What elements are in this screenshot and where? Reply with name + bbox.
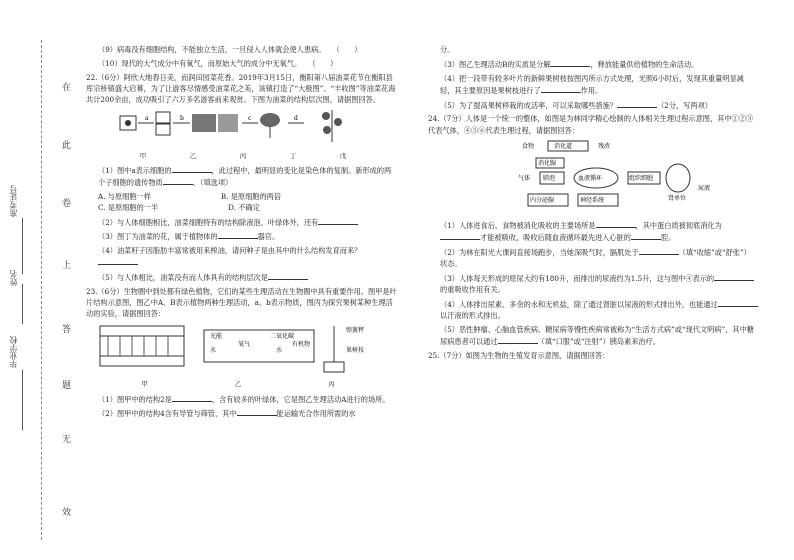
arrow-letter: c: [248, 114, 252, 122]
arrow-letter: a: [145, 114, 149, 122]
diagram-text: 有机物: [292, 341, 311, 349]
seal-char: 题: [62, 381, 72, 391]
answer-blank[interactable]: [440, 231, 480, 240]
exam-number-label: 准考证号: [9, 185, 18, 217]
question-part: （1）图中a表示细胞的 ，此过程中，最明显的变化是染色体的复制。新形成的两个子细胞的遗传物质 。（填选项）: [98, 166, 392, 188]
question-text: （9）病毒没有细胞结构，不能独立生活，一旦侵入人体就会使人患病。 （ ）: [98, 45, 362, 54]
question-part: （3）图丁为油菜的花，属于植物体的 器官。: [98, 232, 280, 242]
seal-char: 效: [62, 508, 72, 518]
diagram-text: 肾单位: [668, 195, 687, 203]
figure-label: 戊: [339, 152, 347, 160]
school-field[interactable]: [22, 370, 23, 430]
leaf-process-svg: [98, 322, 388, 376]
question-part: （3）图乙生理活动B的实质是分解 ，释放能量供给植物的生命活动。: [440, 59, 699, 69]
arrow-letter: b: [180, 114, 184, 122]
seal-char: 卷: [62, 199, 72, 209]
diagram-text: 氧气: [238, 341, 251, 349]
question-text: 22.（6分）阿欣大地春日美，而润田园菜花香。2019年3月15日，衡阳第八届油菜花节在衡阳县库宗桥镇盛大启幕，为了让游客尽情感受油菜花之美，该镇打造了“大极图”、“丰收图”等油菜花海共计200余亩，成功吸引了六万多名游客前来观赏。下图为油菜的结构层次图，请据图回答。: [86, 72, 396, 104]
options-row: [86, 202, 398, 213]
answer-blank[interactable]: [237, 407, 277, 416]
question-part: （4）人体排出尿素、多余的水和无机盐，除了通过肾脏以尿液的形式排出外，也能通过以汗液的形式排出。: [428, 298, 758, 321]
diagram-text: 残渣: [598, 143, 611, 151]
answer-blank[interactable]: [498, 335, 538, 344]
question-part: 分。: [440, 45, 455, 54]
question-text: 23.（6分）生物圈中到处都有绿色植物，它们的某些生理活动在生物圈中具有重要作用。图甲是叶片结构示意图，图乙中A、B表示植物两种生理活动，a、b表示物质，图丙为探究果树某种生理活动的实验，请据图回答：: [86, 287, 397, 319]
figure-label: 甲: [141, 380, 148, 389]
diagram-text: 内分泌腺: [530, 197, 555, 205]
diagram-text: 水: [210, 347, 217, 355]
answer-blank[interactable]: [631, 231, 661, 240]
name-label: 姓名: [9, 270, 18, 286]
diagram-text: 光能: [210, 333, 223, 341]
answer-blank[interactable]: [550, 58, 590, 67]
question-part: （5）为了提高果树移栽的成活率，可以采取哪些措施？ （2分，写两项）: [440, 100, 712, 110]
diagram-text: 组织细胞: [629, 175, 654, 183]
figure-label: 丙: [239, 152, 247, 160]
human-physiology-svg: [518, 138, 718, 212]
question-part: （5）恶性肿瘤、心脑血管疾病、糖尿病等慢性疾病常被称为“生活方式病”或“现代文明病”，其中糖尿病患者可以通过 （填“口服”或“注射”）胰岛素来治疗。: [440, 324, 754, 346]
answer-blank[interactable]: [218, 230, 258, 239]
answer-blank[interactable]: [639, 246, 679, 255]
options-row: [86, 191, 398, 202]
figure-label: 丙: [328, 380, 335, 389]
diagram-text: 神经系统: [580, 197, 605, 205]
diagram-text: 气体: [518, 175, 531, 183]
question-part: （5）与人体相比，油菜没有而人体具有的结构层次是: [86, 271, 398, 283]
seal-char: 此: [62, 141, 72, 151]
human-body-figure: [518, 138, 758, 215]
figure-label: 乙: [189, 152, 197, 160]
question-part: （4）油菜籽子因脂肪丰富常被用来榨油，请问种子是由其中的什么结构发育而来？: [86, 245, 398, 268]
exam-number-field[interactable]: [22, 218, 23, 274]
question-part: （1）人体进食后，食物被消化吸收的主要场所是 ，其中蛋白质被彻底消化为才能被吸收，吸收后随血液循环最先进入心脏的 腔。: [440, 220, 722, 242]
diagram-text: 尿液: [698, 185, 711, 193]
answer-blank[interactable]: [596, 219, 636, 228]
figure-label: 乙: [234, 380, 242, 389]
left-column: [86, 44, 398, 422]
answer-blank[interactable]: [718, 298, 758, 307]
option[interactable]: C. 是原细胞的一半: [98, 203, 159, 213]
diagram-text: 消化腺: [538, 160, 557, 168]
seal-char: 上: [62, 261, 72, 271]
name-field[interactable]: [22, 284, 23, 324]
answer-blank[interactable]: [617, 99, 657, 108]
arrow-letter: d: [294, 114, 298, 122]
question-text: 24.（7分）人体是一个统一的整体，如图是为林同学精心绘制的人体相关生理过程示意图，其中①②③代表气体，④⑤⑥代表生理过程，请据图回答：: [428, 114, 754, 135]
diagram-text: 二氧化碳: [270, 333, 295, 341]
question-part: （3）人体每天形成的原尿大约有180升，而排出的尿液约为1.5升，这与图中④表示的的重吸收作用有关。: [428, 272, 758, 295]
option[interactable]: A. 与原细胞一样: [98, 192, 151, 202]
diagram-text: 弹簧秤: [346, 327, 365, 335]
answer-blank[interactable]: [541, 84, 581, 93]
diagram-text: 消化道: [554, 143, 573, 151]
figure-label: 丁: [289, 152, 297, 160]
diagram-text: 肺泡: [543, 175, 556, 183]
question-part: （2）与人体细胞相比，油菜细胞特有的结构除液泡、叶绿体外，还有: [86, 216, 398, 228]
answer-blank[interactable]: [172, 393, 212, 402]
school-label: 毕业学校: [9, 336, 18, 368]
question-text: （10）现代的大气成分中有氧气，而原始大气的成分中无氧气。 （ ）: [98, 58, 338, 68]
diagram-text: 血液循环: [578, 175, 603, 183]
answer-blank[interactable]: [318, 216, 358, 225]
seal-char: 在: [62, 83, 72, 93]
question-part: （4）把一段带有较多叶片的新鲜果树枝按图丙所示方式处理，光照6小时后，发现其重量明显减轻，其主要原因是果树枝进行了 作用。: [440, 73, 744, 95]
plant-levels-svg: [118, 108, 368, 148]
binding-margin: [0, 0, 80, 560]
answer-blank[interactable]: [172, 164, 212, 173]
answer-blank[interactable]: [98, 256, 138, 265]
question-text: 25.（7分）如图为生物的生殖发育示意图，请据图回答：: [428, 350, 610, 360]
figure-label: 甲: [139, 152, 147, 160]
question-part: （1）图甲中的结构2是 ，含有较多的叶绿体，它是图乙生理活动A进行的场所。: [98, 394, 390, 404]
seal-char: 无: [62, 435, 72, 445]
option[interactable]: B. 是原细胞的两倍: [220, 192, 282, 202]
dashed-line: [41, 40, 42, 540]
diagram-text: 水: [276, 347, 283, 355]
answer-blank[interactable]: [714, 272, 754, 281]
diagram-text: 食物: [522, 143, 535, 151]
diagram-text: 果树枝: [346, 347, 365, 355]
plant-structure-figure: [118, 108, 398, 162]
answer-blank[interactable]: [163, 176, 193, 185]
right-column: [428, 44, 758, 363]
leaf-figure: [98, 322, 398, 390]
question-part: （2）图甲中的结构4含有导管与筛管，其中 能运输光合作用所需的水: [98, 409, 356, 419]
seal-char: 答: [62, 325, 72, 335]
answer-blank[interactable]: [268, 271, 308, 280]
question-part: （2）为林在阳光大课间直接场跑步，当她深吸气时，膈肌处于 （填“收缩”或“舒张”）状态。: [440, 247, 751, 268]
option[interactable]: D. 不确定: [228, 203, 260, 213]
